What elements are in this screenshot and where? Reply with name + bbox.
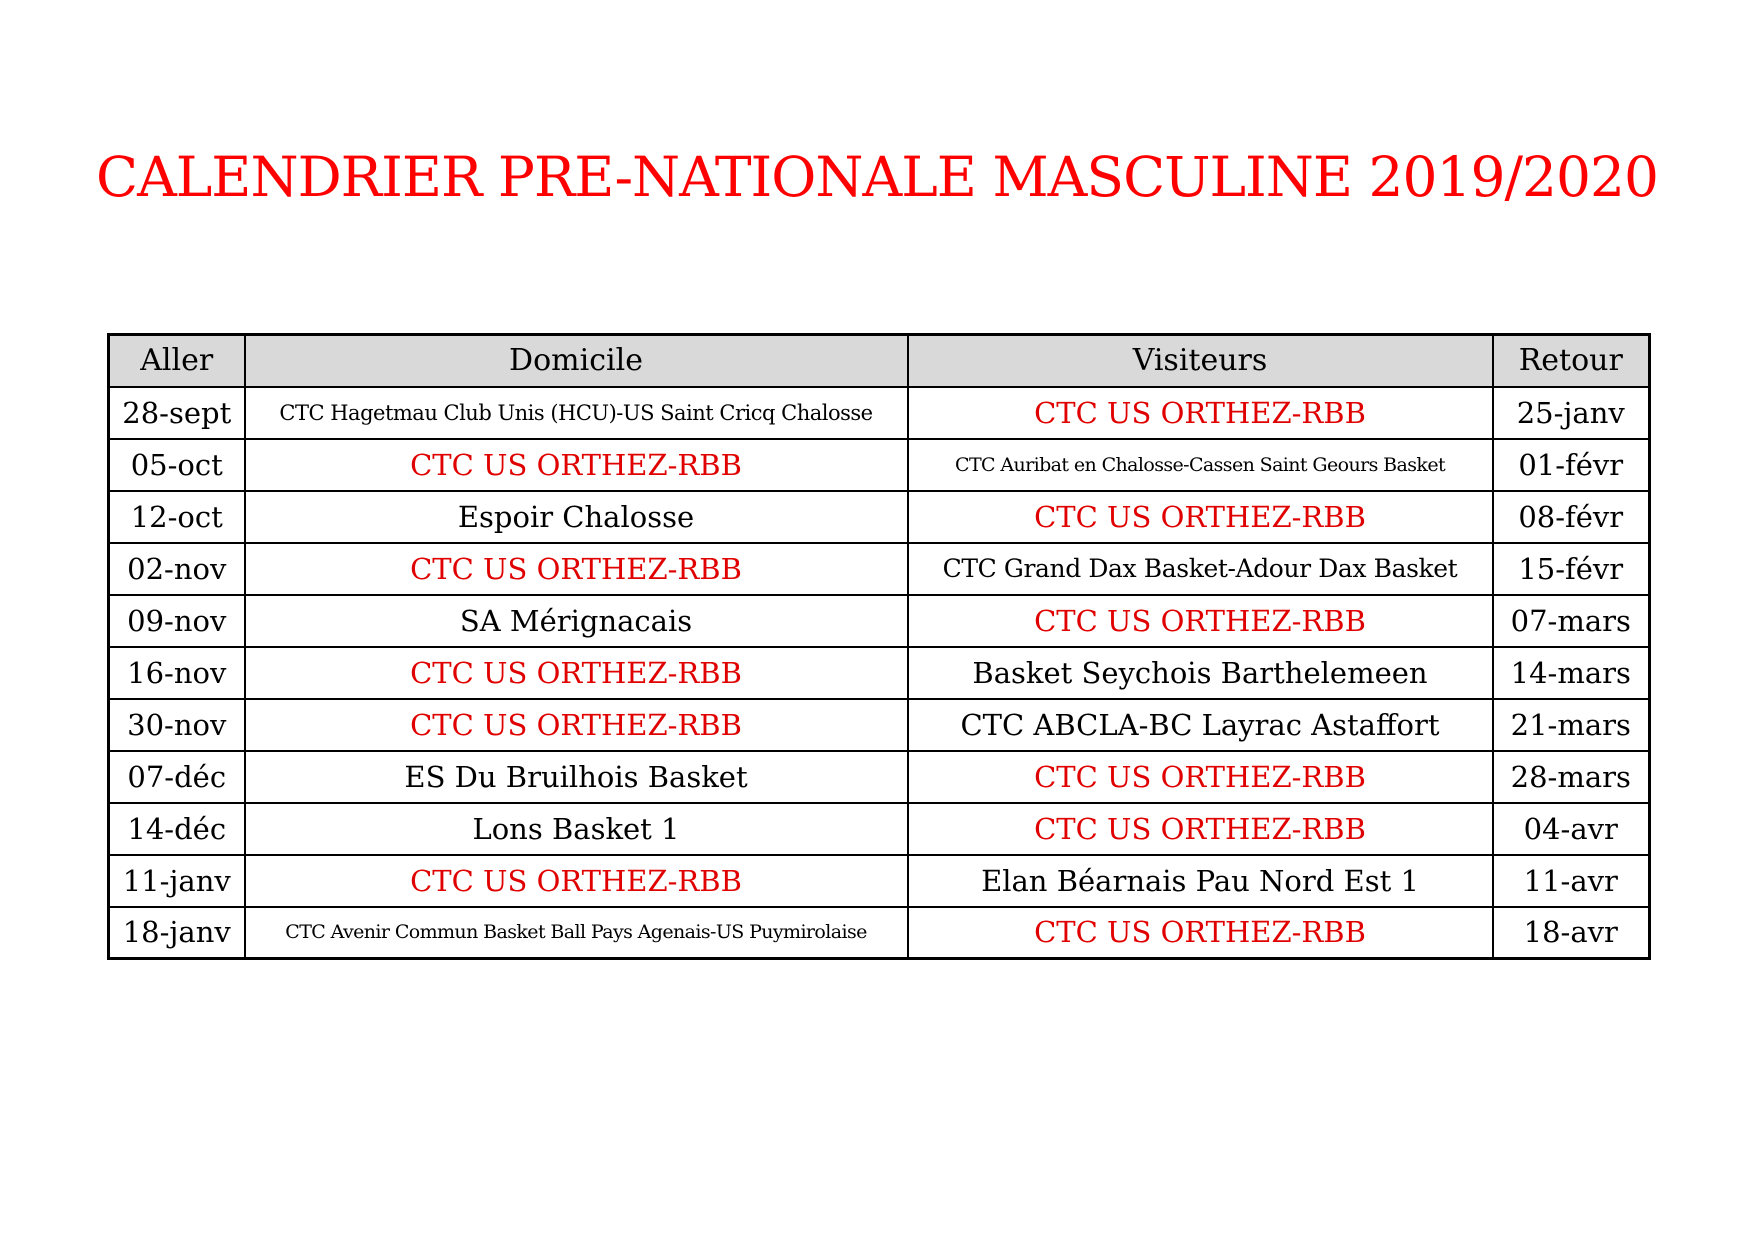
home-team: CTC US ORTHEZ-RBB xyxy=(245,647,908,699)
retour-date: 14-mars xyxy=(1493,647,1650,699)
aller-date: 30-nov xyxy=(109,699,245,751)
table-row xyxy=(109,595,1650,647)
visiting-team: CTC US ORTHEZ-RBB xyxy=(908,803,1493,855)
table-row xyxy=(109,439,1650,491)
column-header-visiteurs: Visiteurs xyxy=(908,335,1493,387)
table-row xyxy=(109,751,1650,803)
aller-date: 16-nov xyxy=(109,647,245,699)
table-row xyxy=(109,907,1650,959)
retour-date: 25-janv xyxy=(1493,387,1650,439)
home-team: CTC US ORTHEZ-RBB xyxy=(245,855,908,907)
retour-date: 21-mars xyxy=(1493,699,1650,751)
visiting-team: Elan Béarnais Pau Nord Est 1 xyxy=(908,855,1493,907)
visiting-team: CTC Grand Dax Basket-Adour Dax Basket xyxy=(908,543,1493,595)
aller-date: 14-déc xyxy=(109,803,245,855)
visiting-team: Basket Seychois Barthelemeen xyxy=(908,647,1493,699)
column-header-retour: Retour xyxy=(1493,335,1650,387)
home-team: SA Mérignacais xyxy=(245,595,908,647)
visiting-team: CTC US ORTHEZ-RBB xyxy=(908,907,1493,959)
retour-date: 15-févr xyxy=(1493,543,1650,595)
table-row xyxy=(109,543,1650,595)
visiting-team: CTC Auribat en Chalosse-Cassen Saint Geours Basket xyxy=(908,439,1493,491)
retour-date: 28-mars xyxy=(1493,751,1650,803)
retour-date: 01-févr xyxy=(1493,439,1650,491)
page-title: CALENDRIER PRE-NATIONALE MASCULINE 2019/2020 xyxy=(95,145,1658,209)
home-team: Lons Basket 1 xyxy=(245,803,908,855)
schedule-table xyxy=(107,333,1651,960)
aller-date: 12-oct xyxy=(109,491,245,543)
retour-date: 04-avr xyxy=(1493,803,1650,855)
column-header-domicile: Domicile xyxy=(245,335,908,387)
aller-date: 07-déc xyxy=(109,751,245,803)
table-row xyxy=(109,855,1650,907)
aller-date: 02-nov xyxy=(109,543,245,595)
home-team: CTC Hagetmau Club Unis (HCU)-US Saint Cricq Chalosse xyxy=(245,387,908,439)
table-header-row xyxy=(109,335,1650,387)
home-team: ES Du Bruilhois Basket xyxy=(245,751,908,803)
retour-date: 07-mars xyxy=(1493,595,1650,647)
aller-date: 28-sept xyxy=(109,387,245,439)
aller-date: 11-janv xyxy=(109,855,245,907)
aller-date: 05-oct xyxy=(109,439,245,491)
visiting-team: CTC US ORTHEZ-RBB xyxy=(908,387,1493,439)
visiting-team: CTC US ORTHEZ-RBB xyxy=(908,491,1493,543)
visiting-team: CTC ABCLA-BC Layrac Astaffort xyxy=(908,699,1493,751)
visiting-team: CTC US ORTHEZ-RBB xyxy=(908,595,1493,647)
table-row xyxy=(109,491,1650,543)
home-team: CTC US ORTHEZ-RBB xyxy=(245,543,908,595)
table-row xyxy=(109,647,1650,699)
home-team: Espoir Chalosse xyxy=(245,491,908,543)
retour-date: 18-avr xyxy=(1493,907,1650,959)
retour-date: 08-févr xyxy=(1493,491,1650,543)
column-header-aller: Aller xyxy=(109,335,245,387)
home-team: CTC US ORTHEZ-RBB xyxy=(245,439,908,491)
retour-date: 11-avr xyxy=(1493,855,1650,907)
table-row xyxy=(109,803,1650,855)
aller-date: 09-nov xyxy=(109,595,245,647)
table-row xyxy=(109,699,1650,751)
home-team: CTC US ORTHEZ-RBB xyxy=(245,699,908,751)
aller-date: 18-janv xyxy=(109,907,245,959)
table-row xyxy=(109,387,1650,439)
home-team: CTC Avenir Commun Basket Ball Pays Agenais-US Puymirolaise xyxy=(245,907,908,959)
visiting-team: CTC US ORTHEZ-RBB xyxy=(908,751,1493,803)
